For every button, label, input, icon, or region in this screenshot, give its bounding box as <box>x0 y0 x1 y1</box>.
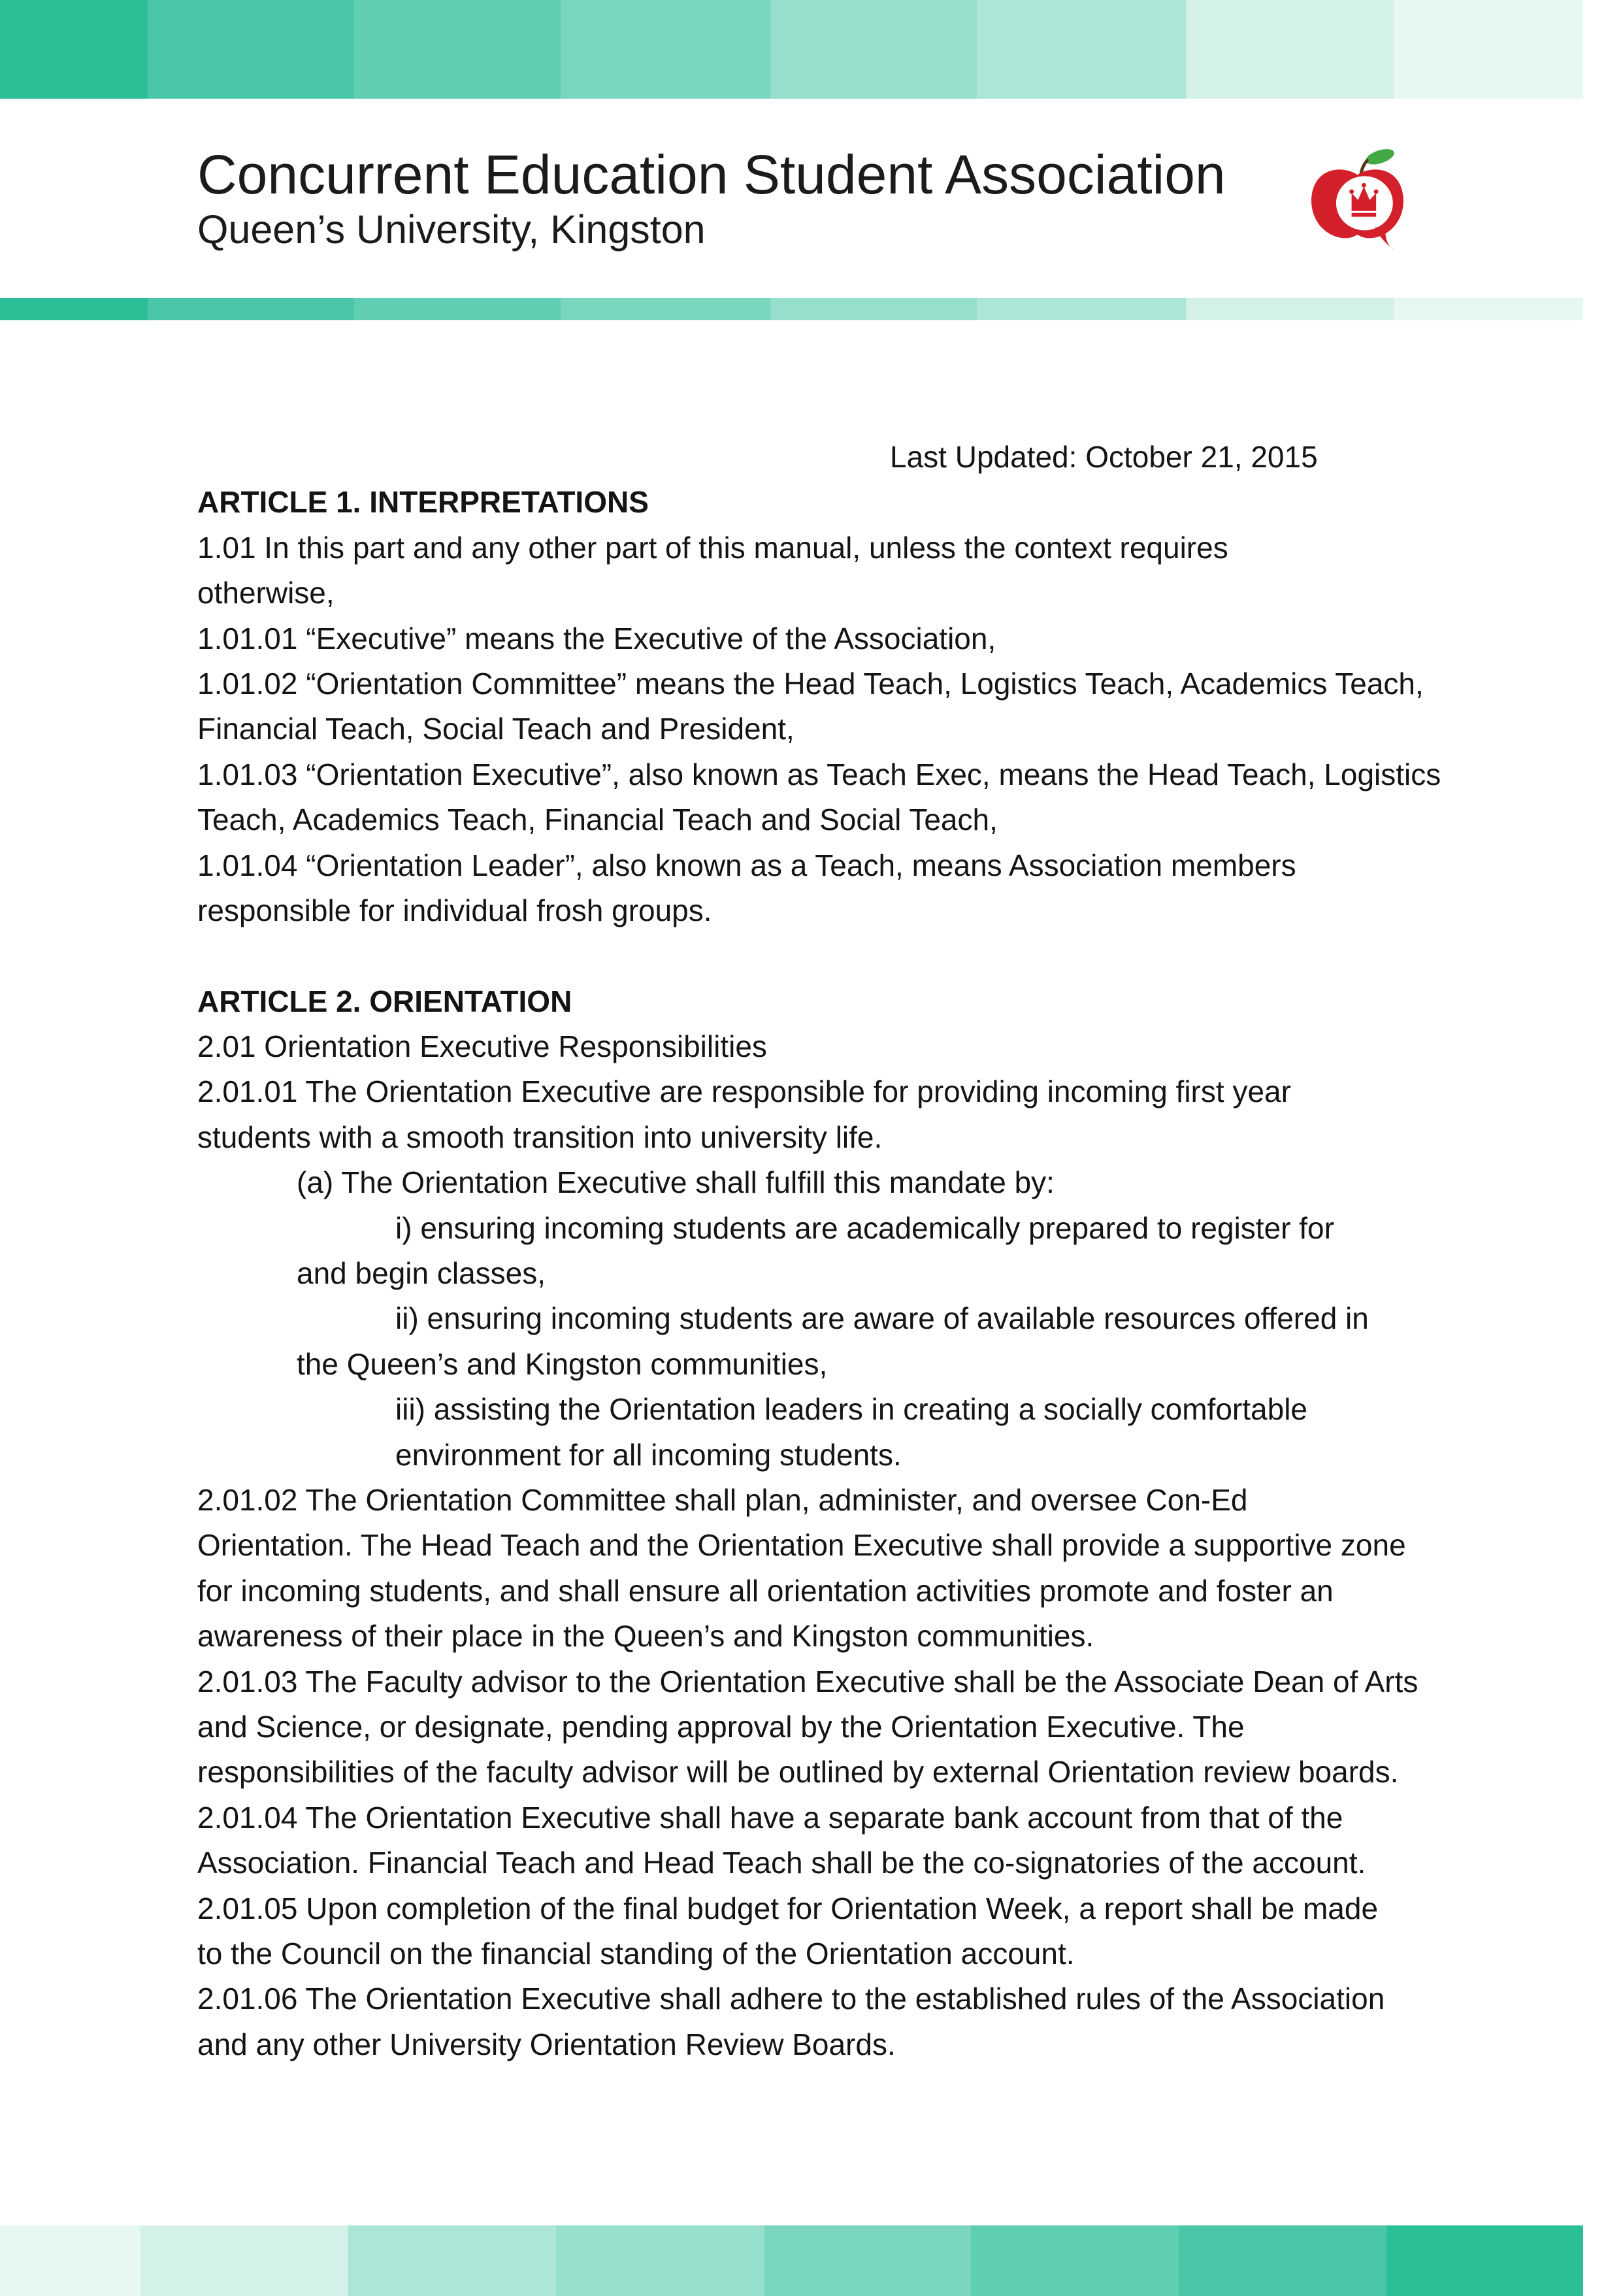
document-line: Orientation. The Head Teach and the Orientation Executive shall provide a supportive zone <box>197 1528 1406 1563</box>
color-band-segment <box>770 298 977 320</box>
document-line: environment for all incoming students. <box>395 1437 902 1472</box>
document-line: and begin classes, <box>297 1256 546 1291</box>
list-item: ii) ensuring incoming students are aware of available resources offered in <box>395 1301 1369 1336</box>
document-line: for incoming students, and shall ensure all orientation activities promote and foster an <box>197 1573 1334 1608</box>
article-heading: ARTICLE 2. ORIENTATION <box>197 984 572 1018</box>
document-line: Association. Financial Teach and Head Teach shall be the co-signatories of the account. <box>197 1846 1366 1880</box>
document-subtitle: Queen’s University, Kingston <box>197 207 706 252</box>
color-band-segment <box>764 2225 971 2296</box>
color-band-segment <box>148 0 354 99</box>
document-line: 1.01.04 “Orientation Leader”, also known as a Teach, means Association members <box>197 848 1296 882</box>
color-band-segment <box>1394 298 1583 320</box>
blank-line <box>197 933 1569 978</box>
document-line: 1.01 In this part and any other part of this manual, unless the context requires <box>197 530 1228 565</box>
document-line: and any other University Orientation Review Boards. <box>197 2027 896 2061</box>
color-band-segment <box>140 2225 348 2296</box>
color-band-segment <box>148 298 354 320</box>
header-divider-band <box>0 298 1583 320</box>
color-band-segment <box>770 0 977 99</box>
color-band-segment <box>556 2225 764 2296</box>
color-band-segment <box>1386 2225 1583 2296</box>
color-band-segment <box>561 0 770 99</box>
color-band-segment <box>971 2225 1179 2296</box>
color-band-segment <box>977 298 1186 320</box>
document-line: 2.01.04 The Orientation Executive shall have a separate bank account from that of the <box>197 1800 1343 1835</box>
color-band-segment <box>977 0 1186 99</box>
color-band-segment <box>561 298 770 320</box>
document-line: awareness of their place in the Queen’s and Kingston communities. <box>197 1619 1094 1654</box>
color-band-segment <box>354 0 561 99</box>
document-line: to the Council on the financial standing of the Orientation account. <box>197 1936 1075 1971</box>
document-line: students with a smooth transition into university life. <box>197 1120 883 1154</box>
document-line: 2.01.06 The Orientation Executive shall adhere to the established rules of the Association <box>197 1982 1385 2016</box>
document-line: 2.01.01 The Orientation Executive are responsible for providing incoming first year <box>197 1074 1291 1109</box>
document-line: 1.01.03 “Orientation Executive”, also known as Teach Exec, means the Head Teach, Logistics <box>197 757 1441 791</box>
color-band-segment <box>1186 0 1394 99</box>
apple-crown-logo-icon <box>1309 148 1406 251</box>
document-line: responsibilities of the faculty advisor will be outlined by external Orientation review boards. <box>197 1755 1399 1789</box>
list-item: i) ensuring incoming students are academically prepared to register for <box>395 1210 1334 1245</box>
document-line: 1.01.02 “Orientation Committee” means the Head Teach, Logistics Teach, Academics Teach, <box>197 666 1424 701</box>
color-band-segment <box>1394 0 1583 99</box>
document-line: 2.01.05 Upon completion of the final budget for Orientation Week, a report shall be made <box>197 1891 1379 1925</box>
list-item: iii) assisting the Orientation leaders in creating a socially comfortable <box>395 1392 1307 1427</box>
color-band-segment <box>1186 298 1394 320</box>
document-line: otherwise, <box>197 576 335 610</box>
color-band-segment <box>0 298 148 320</box>
document-line: 1.01.01 “Executive” means the Executive of the Association, <box>197 621 996 656</box>
document-title: Concurrent Education Student Association <box>197 144 1226 205</box>
document-line: and Science, or designate, pending approval by the Orientation Executive. The <box>197 1709 1245 1744</box>
document-line: (a) The Orientation Executive shall fulfill this mandate by: <box>297 1165 1055 1200</box>
document-line: Teach, Academics Teach, Financial Teach and Social Teach, <box>197 803 998 837</box>
color-band-segment <box>0 2225 140 2296</box>
color-band-segment <box>1179 2225 1386 2296</box>
color-band-segment <box>354 298 561 320</box>
footer-color-band <box>0 2225 1583 2296</box>
header-color-band <box>0 0 1583 99</box>
color-band-segment <box>0 0 148 99</box>
document-line: 2.01.02 The Orientation Committee shall plan, administer, and oversee Con-Ed <box>197 1482 1248 1517</box>
section-heading: 2.01 Orientation Executive Responsibilities <box>197 1029 767 1064</box>
document-line: responsible for individual frosh groups. <box>197 893 712 927</box>
document-line: the Queen’s and Kingston communities, <box>297 1346 828 1381</box>
color-band-segment <box>348 2225 556 2296</box>
article-heading: ARTICLE 1. INTERPRETATIONS <box>197 485 649 520</box>
document-line: 2.01.03 The Faculty advisor to the Orientation Executive shall be the Associate Dean of Arts <box>197 1664 1418 1699</box>
document-body <box>197 435 1569 2067</box>
last-updated-date: Last Updated: October 21, 2015 <box>890 440 1318 474</box>
document-line: Financial Teach, Social Teach and President, <box>197 712 795 746</box>
